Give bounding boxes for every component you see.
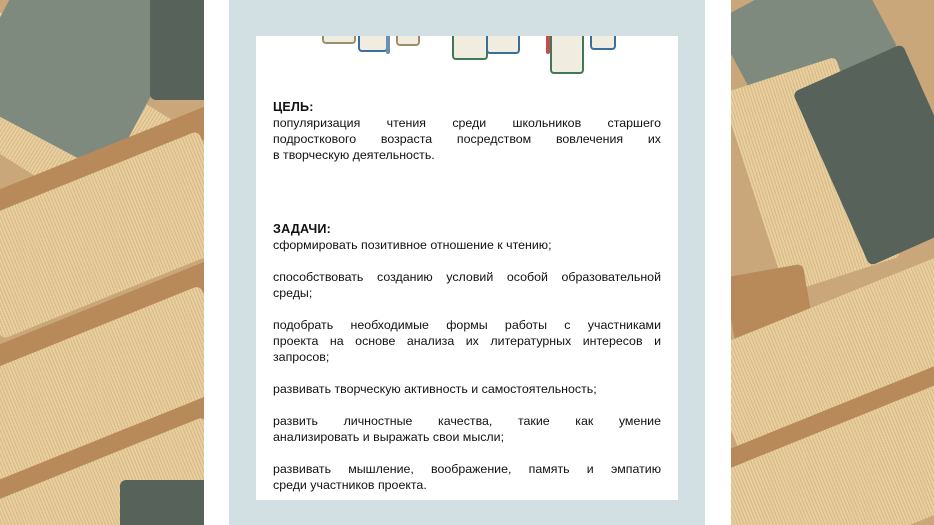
task-line: способствовать созданию условий особой образовательной (273, 270, 661, 284)
task-line: проекта на основе анализа их литературных интересов и (273, 334, 661, 348)
task-item (273, 317, 661, 365)
goal-heading: ЦЕЛЬ: (273, 100, 314, 114)
goal-text (273, 115, 661, 163)
task-line: запросов; (273, 350, 330, 364)
task-item (273, 381, 661, 397)
task-item (273, 237, 661, 253)
task-item (273, 461, 661, 493)
tasks-heading: ЗАДАЧИ: (273, 222, 332, 236)
goal-line: популяризация чтения среди школьников старшего (273, 116, 661, 130)
goal-line: подросткового возраста посредством вовлечения их (273, 132, 661, 146)
goal-line: в творческую деятельность. (273, 148, 435, 162)
task-line: анализировать и выражать свои мысли; (273, 430, 505, 444)
task-line: развить личностные качества, такие как умение (273, 414, 661, 428)
task-line: развивать творческую активность и самостоятельность; (273, 382, 597, 396)
hanging-books-illustration (256, 36, 678, 74)
book-stack-photo-left (0, 0, 204, 525)
slide-content (273, 99, 661, 493)
task-item (273, 413, 661, 445)
task-line: развивать мышление, воображение, память и эмпатию (273, 462, 661, 476)
task-item (273, 269, 661, 301)
task-line: среды; (273, 286, 313, 300)
task-line: сформировать позитивное отношение к чтению; (273, 238, 552, 252)
book-stack-photo-right (731, 0, 934, 525)
task-line: подобрать необходимые формы работы с участниками (273, 318, 661, 332)
task-line: среди участников проекта. (273, 478, 427, 492)
